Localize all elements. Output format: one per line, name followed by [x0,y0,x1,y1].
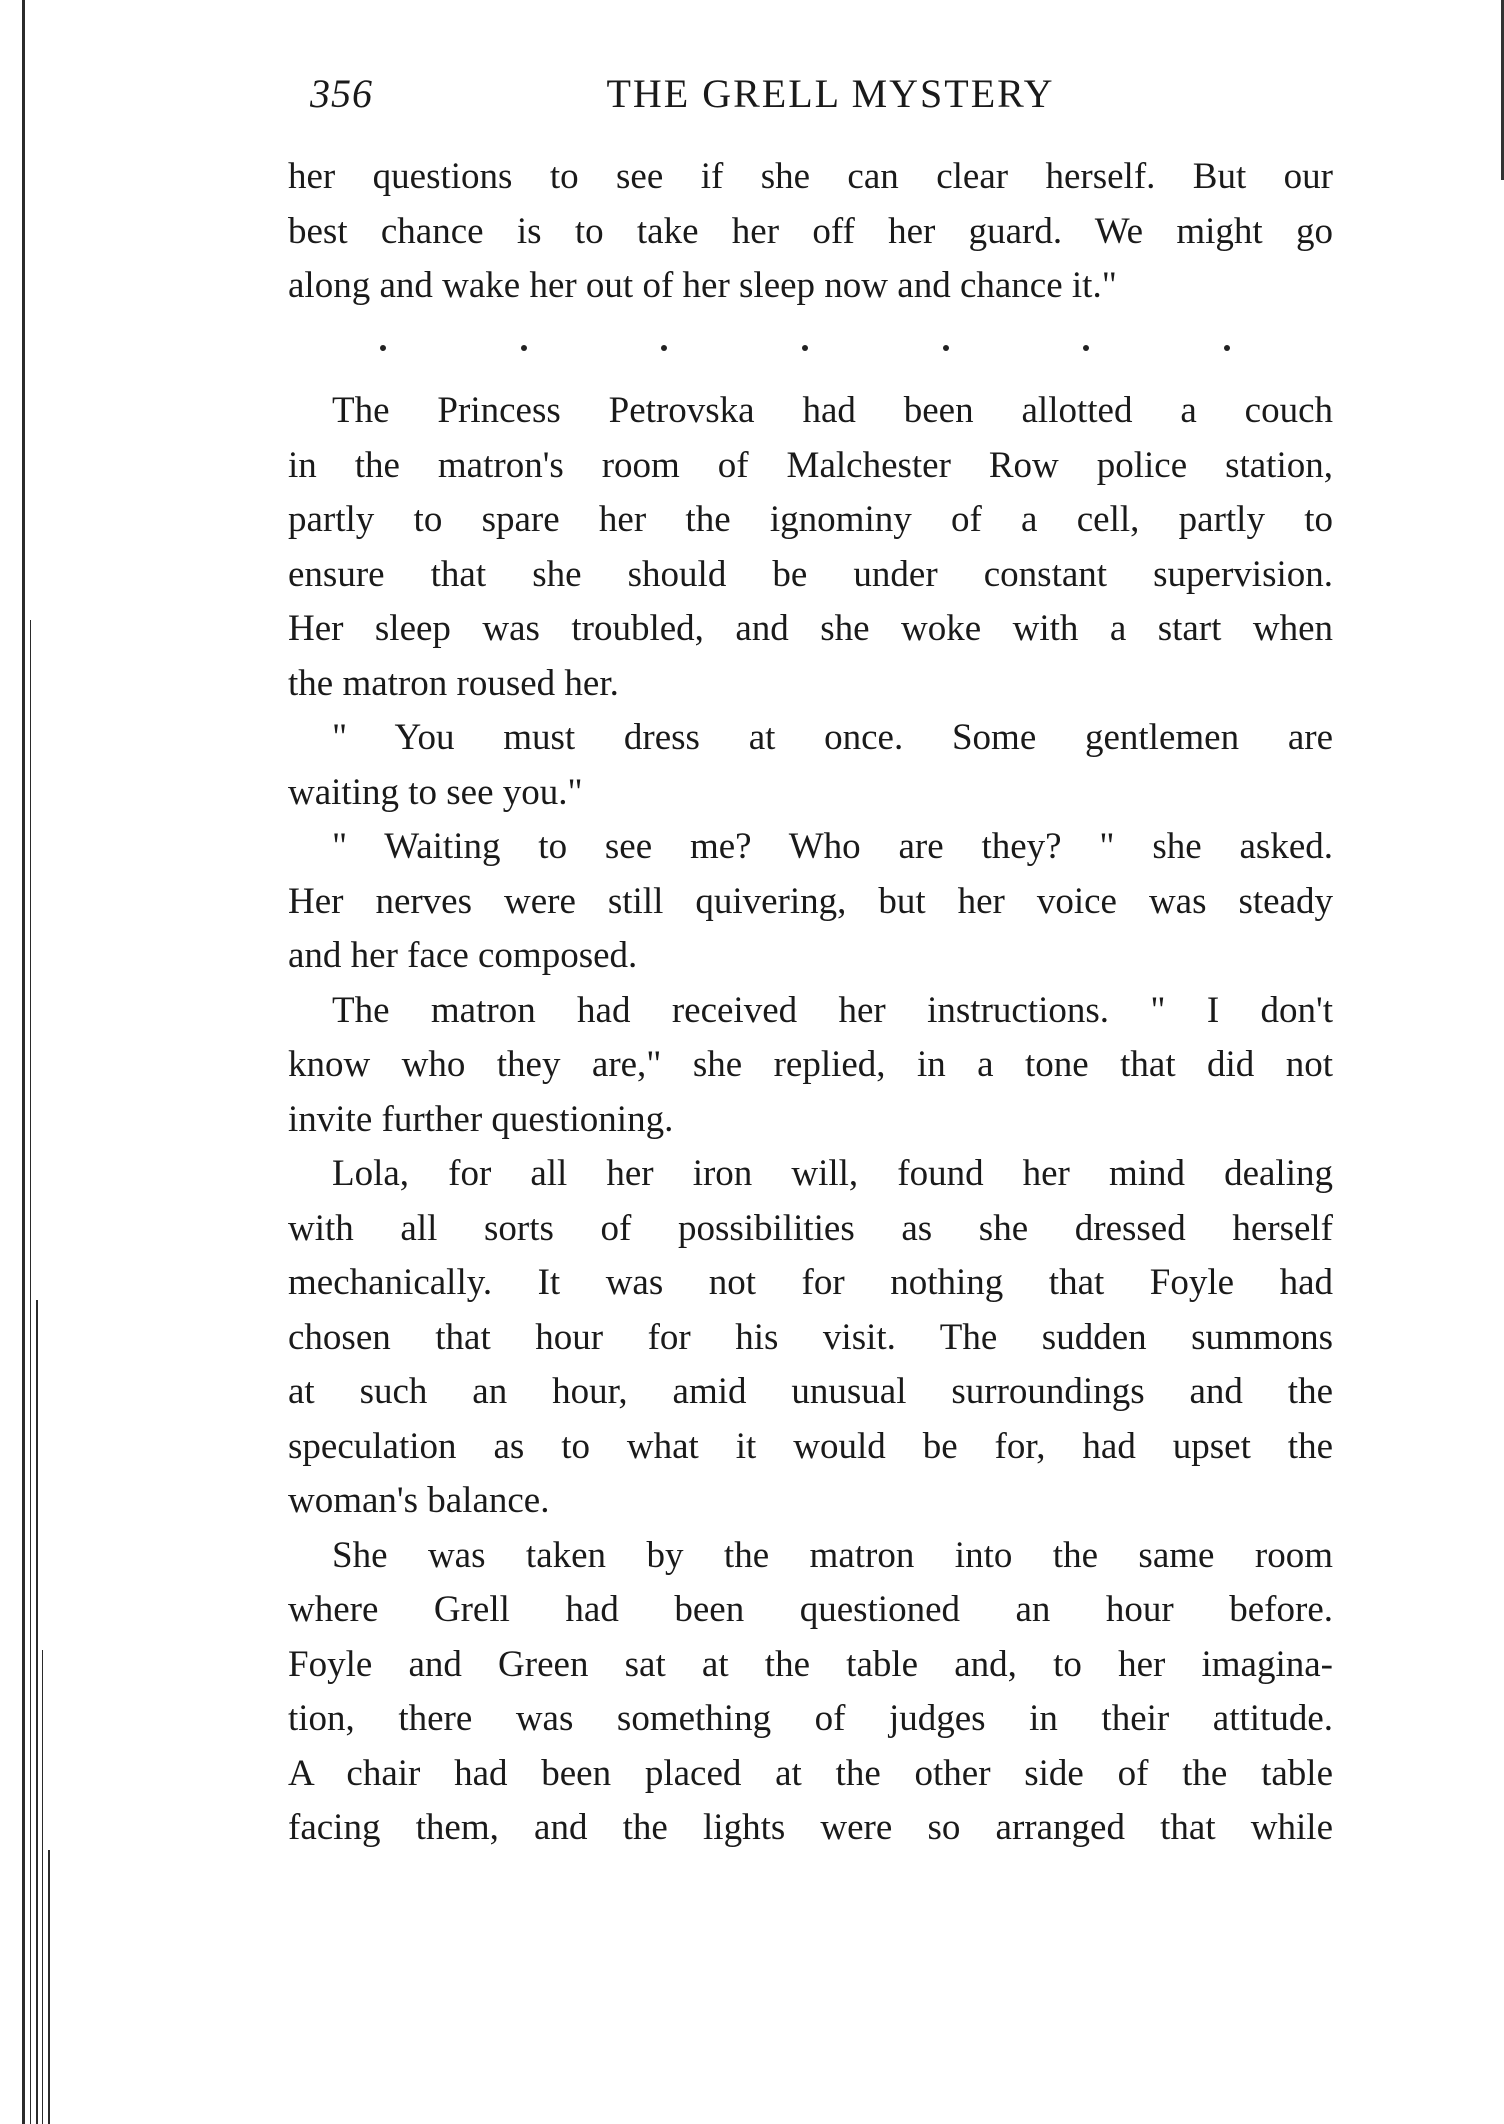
text-line: A chair had been placed at the other side of the table [288,1752,1333,1794]
section-break-dot [943,345,949,351]
text-line: She was taken by the matron into the same room [332,1534,1333,1576]
text-line: best chance is to take her off her guard. We might go [288,210,1333,252]
text-line: mechanically. It was not for nothing that Foyle had [288,1262,1333,1303]
text-line: invite further questioning. [288,1098,674,1140]
section-break-dot [521,345,527,351]
text-line: at such an hour, amid unusual surroundings and the [288,1371,1333,1412]
binding-edge-line [22,0,25,2124]
text-line: and her face composed. [288,935,638,976]
text-line: " Waiting to see me? Who are they? " she asked. [332,826,1333,867]
text-line: facing them, and the lights were so arranged that while [288,1807,1333,1848]
paragraph [288,1147,1333,1529]
text-line: know who they are," she replied, in a tone that did not [288,1044,1333,1085]
section-break-dot [661,345,667,351]
text-line: Lola, for all her iron will, found her mind dealing [332,1153,1333,1194]
page-header [288,70,1333,130]
section-break-dot [380,345,386,351]
text-line: ensure that she should be under constant supervision. [288,553,1333,595]
text-line: where Grell had been questioned an hour before. [288,1589,1333,1630]
page-number: 356 [310,71,373,116]
binding-edge-line [48,1850,50,2124]
text-line: in the matron's room of Malchester Row police station, [288,444,1333,486]
text-line: woman's balance. [288,1480,550,1521]
text-line: with all sorts of possibilities as she dressed herself [288,1207,1333,1249]
running-title: THE GRELL MYSTERY [606,71,1055,116]
paragraph [288,820,1333,984]
text-line: chosen that hour for his visit. The sudden summons [288,1316,1333,1358]
text-line: Her sleep was troubled, and she woke with a start when [288,608,1333,649]
binding-edge-line [30,620,31,2124]
section-break-dot [802,345,808,351]
binding-edge-line [42,1650,43,2124]
text-line: partly to spare her the ignominy of a cell, partly to [288,499,1333,540]
text-line: speculation as to what it would be for, had upset the [288,1425,1333,1467]
text-line: The matron had received her instructions. " I don't [332,989,1333,1031]
continued-paragraph [288,150,1333,314]
paragraph [288,984,1333,1148]
text-line: tion, there was something of judges in their attitude. [288,1698,1333,1739]
section-break-dot [1083,345,1089,351]
text-line: the matron roused her. [288,662,619,704]
text-line: " You must dress at once. Some gentlemen are [332,717,1333,758]
binding-edge-line [36,1300,38,2124]
paragraph [288,711,1333,820]
text-line: along and wake her out of her sleep now and chance it." [288,265,1117,306]
paragraph [288,384,1333,711]
text-line: The Princess Petrovska had been allotted a couch [332,390,1333,431]
paragraph [288,1529,1333,1856]
text-line: waiting to see you." [288,771,583,813]
text-line: Her nerves were still quivering, but her voice was steady [288,880,1333,922]
section-break-dot [1224,345,1230,351]
text-line: Foyle and Green sat at the table and, to her imagina- [288,1643,1333,1685]
text-line: her questions to see if she can clear herself. But our [288,156,1333,197]
body-text [288,384,1333,1856]
section-break [380,338,1230,358]
